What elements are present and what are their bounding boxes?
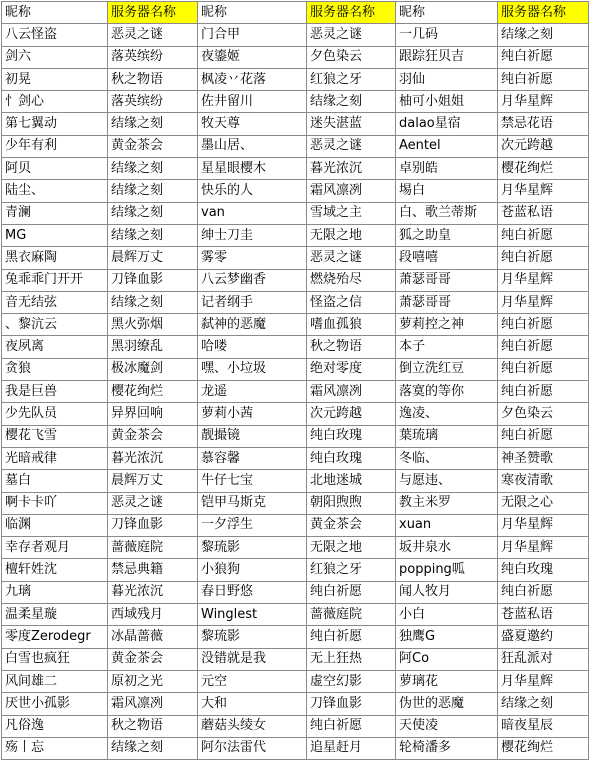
server-cell: 刀锋血影	[108, 269, 198, 291]
table-row	[2, 670, 589, 692]
nickname-cell: 温柔星璇	[2, 604, 108, 626]
server-cell: 黄金茶会	[108, 425, 198, 447]
server-cell: 纯白祈愿	[498, 358, 589, 380]
table-row	[2, 447, 589, 469]
server-cell: 纯白祈愿	[498, 381, 589, 403]
nickname-cell: 夜夙离	[2, 336, 108, 358]
nickname-cell: 记者纲手	[198, 291, 307, 313]
server-cell: 月华星辉	[498, 180, 589, 202]
server-cell: 黄金茶会	[108, 135, 198, 157]
nickname-cell: van	[198, 202, 307, 224]
nickname-cell: 初晃	[2, 68, 108, 90]
table-row	[2, 269, 589, 291]
header-server-2: 服务器名称	[307, 2, 396, 24]
server-cell: 霜风凛冽	[108, 693, 198, 715]
nickname-cell: 牧天尊	[198, 113, 307, 135]
nickname-cell: 萝璃花	[396, 670, 498, 692]
table-row	[2, 381, 589, 403]
nickname-cell: 阿尔法雷代	[198, 737, 307, 759]
server-cell: 樱花绚烂	[498, 737, 589, 759]
table-row	[2, 113, 589, 135]
table-row	[2, 91, 589, 113]
nickname-cell: 本子	[396, 336, 498, 358]
server-cell: 暮光浓沉	[307, 158, 396, 180]
nickname-cell: 八云怪盗	[2, 24, 108, 46]
table-row	[2, 224, 589, 246]
nickname-cell: 铠甲马斯克	[198, 492, 307, 514]
table-row	[2, 604, 589, 626]
server-cell: 结缘之刻	[108, 291, 198, 313]
table-row	[2, 648, 589, 670]
nickname-cell: 狐之助皇	[396, 224, 498, 246]
nickname-cell: 忄剑心	[2, 91, 108, 113]
server-cell: 霜风凛冽	[307, 180, 396, 202]
server-cell: 月华星辉	[498, 670, 589, 692]
nickname-cell: 樱花飞雪	[2, 425, 108, 447]
server-cell: 月华星辉	[498, 269, 589, 291]
nickname-cell: 哈喽	[198, 336, 307, 358]
server-cell: 落英缤纷	[108, 46, 198, 68]
nickname-cell: 春日野悠	[198, 581, 307, 603]
server-cell: 月华星辉	[498, 514, 589, 536]
nickname-cell: Aentel	[396, 135, 498, 157]
server-cell: 神圣赞歌	[498, 447, 589, 469]
server-cell: 恶灵之谜	[307, 135, 396, 157]
header-nickname-2: 昵称	[198, 2, 307, 24]
server-cell: 纯白玫瑰	[307, 425, 396, 447]
table-row	[2, 737, 589, 759]
server-cell: 燃烧殆尽	[307, 269, 396, 291]
nickname-cell: 少先队员	[2, 403, 108, 425]
server-cell: 暗夜星辰	[498, 715, 589, 737]
server-cell: 暮光浓沉	[108, 581, 198, 603]
table-row	[2, 425, 589, 447]
nickname-cell: MG	[2, 224, 108, 246]
nickname-cell: 一几码	[396, 24, 498, 46]
server-cell: 夕色染云	[307, 46, 396, 68]
nickname-cell: 阿贝	[2, 158, 108, 180]
server-cell: 夕色染云	[498, 403, 589, 425]
server-cell: 秋之物语	[108, 715, 198, 737]
nickname-cell: 风间雄二	[2, 670, 108, 692]
server-cell: 落英缤纷	[108, 91, 198, 113]
nickname-cell: 绅士刀圭	[198, 224, 307, 246]
nickname-cell: popping呱	[396, 559, 498, 581]
nickname-cell: 殇丨忘	[2, 737, 108, 759]
server-cell: 雪域之主	[307, 202, 396, 224]
nickname-cell: 快乐的人	[198, 180, 307, 202]
server-cell: 晨辉万丈	[108, 470, 198, 492]
table-row	[2, 693, 589, 715]
table-row	[2, 358, 589, 380]
server-cell: 结缘之刻	[108, 202, 198, 224]
server-cell: 秋之物语	[307, 336, 396, 358]
server-cell: 原初之光	[108, 670, 198, 692]
nickname-cell: 黎琉影	[198, 626, 307, 648]
server-cell: 恶灵之谜	[108, 24, 198, 46]
server-cell: 次元跨越	[498, 135, 589, 157]
nickname-cell: 黎琉影	[198, 537, 307, 559]
server-cell: 无限之心	[498, 492, 589, 514]
server-cell: 结缘之刻	[307, 91, 396, 113]
server-cell: 结缘之刻	[108, 113, 198, 135]
server-cell: 怪盗之信	[307, 291, 396, 313]
server-cell: 虚空幻影	[307, 670, 396, 692]
table-row	[2, 537, 589, 559]
server-cell: 纯白祈愿	[498, 224, 589, 246]
server-cell: 无限之地	[307, 224, 396, 246]
nickname-cell: dalao星宿	[396, 113, 498, 135]
server-cell: 无上狂热	[307, 648, 396, 670]
nickname-cell: 幸存者观月	[2, 537, 108, 559]
nickname-cell: 墨山居、	[198, 135, 307, 157]
nickname-cell: 临渊	[2, 514, 108, 536]
nickname-cell: 弑神的恶魔	[198, 314, 307, 336]
server-cell: 纯白祈愿	[498, 314, 589, 336]
server-cell: 禁忌典籍	[108, 559, 198, 581]
server-cell: 寒夜清歌	[498, 470, 589, 492]
nickname-cell: 白雪也疯狂	[2, 648, 108, 670]
nickname-cell: 小狼狗	[198, 559, 307, 581]
nickname-cell: 八云梦幽香	[198, 269, 307, 291]
nickname-cell: 坂井泉水	[396, 537, 498, 559]
table-row	[2, 403, 589, 425]
table-row	[2, 247, 589, 269]
header-server-1: 服务器名称	[108, 2, 198, 24]
server-cell: 刀锋血影	[108, 514, 198, 536]
nickname-cell: 星星眼樱木	[198, 158, 307, 180]
server-cell: 霜风凛冽	[307, 381, 396, 403]
server-cell: 红狼之牙	[307, 68, 396, 90]
nickname-cell: 大和	[198, 693, 307, 715]
server-cell: 恶灵之谜	[307, 247, 396, 269]
nickname-cell: 冬临、	[396, 447, 498, 469]
nickname-cell: 凡俗逸	[2, 715, 108, 737]
nickname-cell: 檀轩姓沈	[2, 559, 108, 581]
nickname-cell: 、黎沆云	[2, 314, 108, 336]
nickname-cell: 兔乖乖门开开	[2, 269, 108, 291]
server-cell: 纯白祈愿	[307, 581, 396, 603]
table-row	[2, 158, 589, 180]
nickname-cell: 跟踪狂贝吉	[396, 46, 498, 68]
server-cell: 绝对零度	[307, 358, 396, 380]
server-cell: 结缘之刻	[108, 158, 198, 180]
nickname-cell: 与愿违、	[396, 470, 498, 492]
table-row	[2, 180, 589, 202]
server-cell: 纯白玫瑰	[307, 447, 396, 469]
server-cell: 月华星辉	[498, 91, 589, 113]
server-cell: 北地迷城	[307, 470, 396, 492]
nickname-cell: 埸白	[396, 180, 498, 202]
nickname-cell: 一夕浮生	[198, 514, 307, 536]
nickname-cell: 小白	[396, 604, 498, 626]
nickname-cell: 阿Co	[396, 648, 498, 670]
server-cell: 纯白祈愿	[498, 68, 589, 90]
server-cell: 恶灵之谜	[307, 24, 396, 46]
nickname-cell: 没错就是我	[198, 648, 307, 670]
server-cell: 结缘之刻	[108, 737, 198, 759]
nickname-cell: 萝莉控之神	[396, 314, 498, 336]
server-cell: 恶灵之谜	[108, 492, 198, 514]
header-nickname-1: 昵称	[2, 2, 108, 24]
table-row	[2, 626, 589, 648]
nickname-cell: 萝莉小茜	[198, 403, 307, 425]
nickname-cell: 逸凌、	[396, 403, 498, 425]
nickname-cell: 啊卡卡吖	[2, 492, 108, 514]
nickname-cell: 贪狼	[2, 358, 108, 380]
server-cell: 黑火弥烟	[108, 314, 198, 336]
nickname-cell: 段嘻嘻	[396, 247, 498, 269]
nickname-cell: 卓别皓	[396, 158, 498, 180]
server-cell: 纯白祈愿	[498, 425, 589, 447]
server-cell: 纯白祈愿	[498, 581, 589, 603]
server-cell: 黄金茶会	[108, 648, 198, 670]
server-cell: 苍蓝私语	[498, 604, 589, 626]
table-row	[2, 68, 589, 90]
table-row	[2, 715, 589, 737]
nickname-cell: 零度Zerodegr	[2, 626, 108, 648]
nickname-cell: 厌世小孤影	[2, 693, 108, 715]
nickname-cell: 夜鎏姬	[198, 46, 307, 68]
nickname-cell: Winglest	[198, 604, 307, 626]
header-row	[2, 2, 589, 24]
table-row	[2, 336, 589, 358]
nickname-cell: 天使凌	[396, 715, 498, 737]
server-cell: 纯白祈愿	[307, 715, 396, 737]
server-cell: 结缘之刻	[498, 693, 589, 715]
nickname-cell: 闻人牧月	[396, 581, 498, 603]
nickname-cell: 慕容馨	[198, 447, 307, 469]
server-cell: 纯白玫瑰	[498, 559, 589, 581]
server-cell: 狂乱派对	[498, 648, 589, 670]
nickname-cell: 佐井留川	[198, 91, 307, 113]
nickname-cell: 伪世的恶魔	[396, 693, 498, 715]
nickname-cell: 羽仙	[396, 68, 498, 90]
nickname-cell: 独鹰G	[396, 626, 498, 648]
table-row	[2, 514, 589, 536]
nickname-cell: 元空	[198, 670, 307, 692]
table-row	[2, 135, 589, 157]
server-cell: 无限之地	[307, 537, 396, 559]
server-cell: 纯白祈愿	[498, 336, 589, 358]
server-cell: 盛夏邀约	[498, 626, 589, 648]
server-cell: 次元跨越	[307, 403, 396, 425]
nickname-cell: 音无结弦	[2, 291, 108, 313]
nickname-cell: 龙遥	[198, 381, 307, 403]
nickname-cell: 白、歌兰蒂斯	[396, 202, 498, 224]
server-cell: 月华星辉	[498, 291, 589, 313]
server-cell: 暮光浓沉	[108, 447, 198, 469]
server-cell: 黑羽缭乱	[108, 336, 198, 358]
server-cell: 禁忌花语	[498, 113, 589, 135]
server-cell: 异界回响	[108, 403, 198, 425]
table-row	[2, 24, 589, 46]
header-server-3: 服务器名称	[498, 2, 589, 24]
nickname-cell: 蘑菇头绫女	[198, 715, 307, 737]
nickname-cell: 光暗戒律	[2, 447, 108, 469]
server-cell: 结缘之刻	[108, 224, 198, 246]
server-cell: 冰晶蔷薇	[108, 626, 198, 648]
table-row	[2, 492, 589, 514]
table-row	[2, 581, 589, 603]
server-cell: 樱花绚烂	[108, 381, 198, 403]
nickname-cell: 柚可小姐姐	[396, 91, 498, 113]
nickname-cell: 萧瑟哥哥	[396, 269, 498, 291]
server-cell: 极冰魔剑	[108, 358, 198, 380]
server-cell: 晨辉万丈	[108, 247, 198, 269]
table-body	[2, 2, 589, 760]
table-row	[2, 470, 589, 492]
nickname-cell: 落寞的等你	[396, 381, 498, 403]
server-cell: 纯白祈愿	[498, 247, 589, 269]
nickname-cell: 嘿、小垃圾	[198, 358, 307, 380]
nickname-cell: 教主米罗	[396, 492, 498, 514]
nickname-cell: 倒立洗红豆	[396, 358, 498, 380]
server-cell: 蔷薇庭院	[307, 604, 396, 626]
nickname-cell: 门合甲	[198, 24, 307, 46]
nickname-cell: xuan	[396, 514, 498, 536]
nickname-cell: 九璃	[2, 581, 108, 603]
nickname-cell: 牛仔七宝	[198, 470, 307, 492]
nickname-cell: 萧瑟哥哥	[396, 291, 498, 313]
table-row	[2, 314, 589, 336]
server-cell: 纯白祈愿	[498, 46, 589, 68]
server-cell: 结缘之刻	[498, 24, 589, 46]
server-cell: 刀锋血影	[307, 693, 396, 715]
nickname-cell: 墓白	[2, 470, 108, 492]
nickname-cell: 少年有利	[2, 135, 108, 157]
server-cell: 红狼之牙	[307, 559, 396, 581]
server-cell: 秋之物语	[108, 68, 198, 90]
server-cell: 朝阳煦煦	[307, 492, 396, 514]
nickname-cell: 黑衣麻陶	[2, 247, 108, 269]
server-cell: 追星赶月	[307, 737, 396, 759]
table-row	[2, 202, 589, 224]
nickname-cell: 靓撮镜	[198, 425, 307, 447]
nickname-cell: 我是巨兽	[2, 381, 108, 403]
table-row	[2, 559, 589, 581]
server-cell: 西域残月	[108, 604, 198, 626]
nickname-cell: 雾零	[198, 247, 307, 269]
nickname-cell: 剑六	[2, 46, 108, 68]
server-cell: 黄金茶会	[307, 514, 396, 536]
server-cell: 结缘之刻	[108, 180, 198, 202]
nickname-cell: 葉琉璃	[396, 425, 498, 447]
header-nickname-3: 昵称	[396, 2, 498, 24]
nickname-cell: 枫凌丷花落	[198, 68, 307, 90]
server-cell: 月华星辉	[498, 537, 589, 559]
server-cell: 苍蓝私语	[498, 202, 589, 224]
table-row	[2, 291, 589, 313]
nickname-cell: 第七翼动	[2, 113, 108, 135]
server-cell: 嗜血孤狼	[307, 314, 396, 336]
nickname-server-table	[1, 1, 589, 760]
server-cell: 迷失湛蓝	[307, 113, 396, 135]
server-cell: 蔷薇庭院	[108, 537, 198, 559]
table-row	[2, 46, 589, 68]
nickname-cell: 陆尘、	[2, 180, 108, 202]
nickname-cell: 轮椅潘多	[396, 737, 498, 759]
server-cell: 樱花绚烂	[498, 158, 589, 180]
server-cell: 纯白祈愿	[307, 626, 396, 648]
nickname-cell: 青澜	[2, 202, 108, 224]
